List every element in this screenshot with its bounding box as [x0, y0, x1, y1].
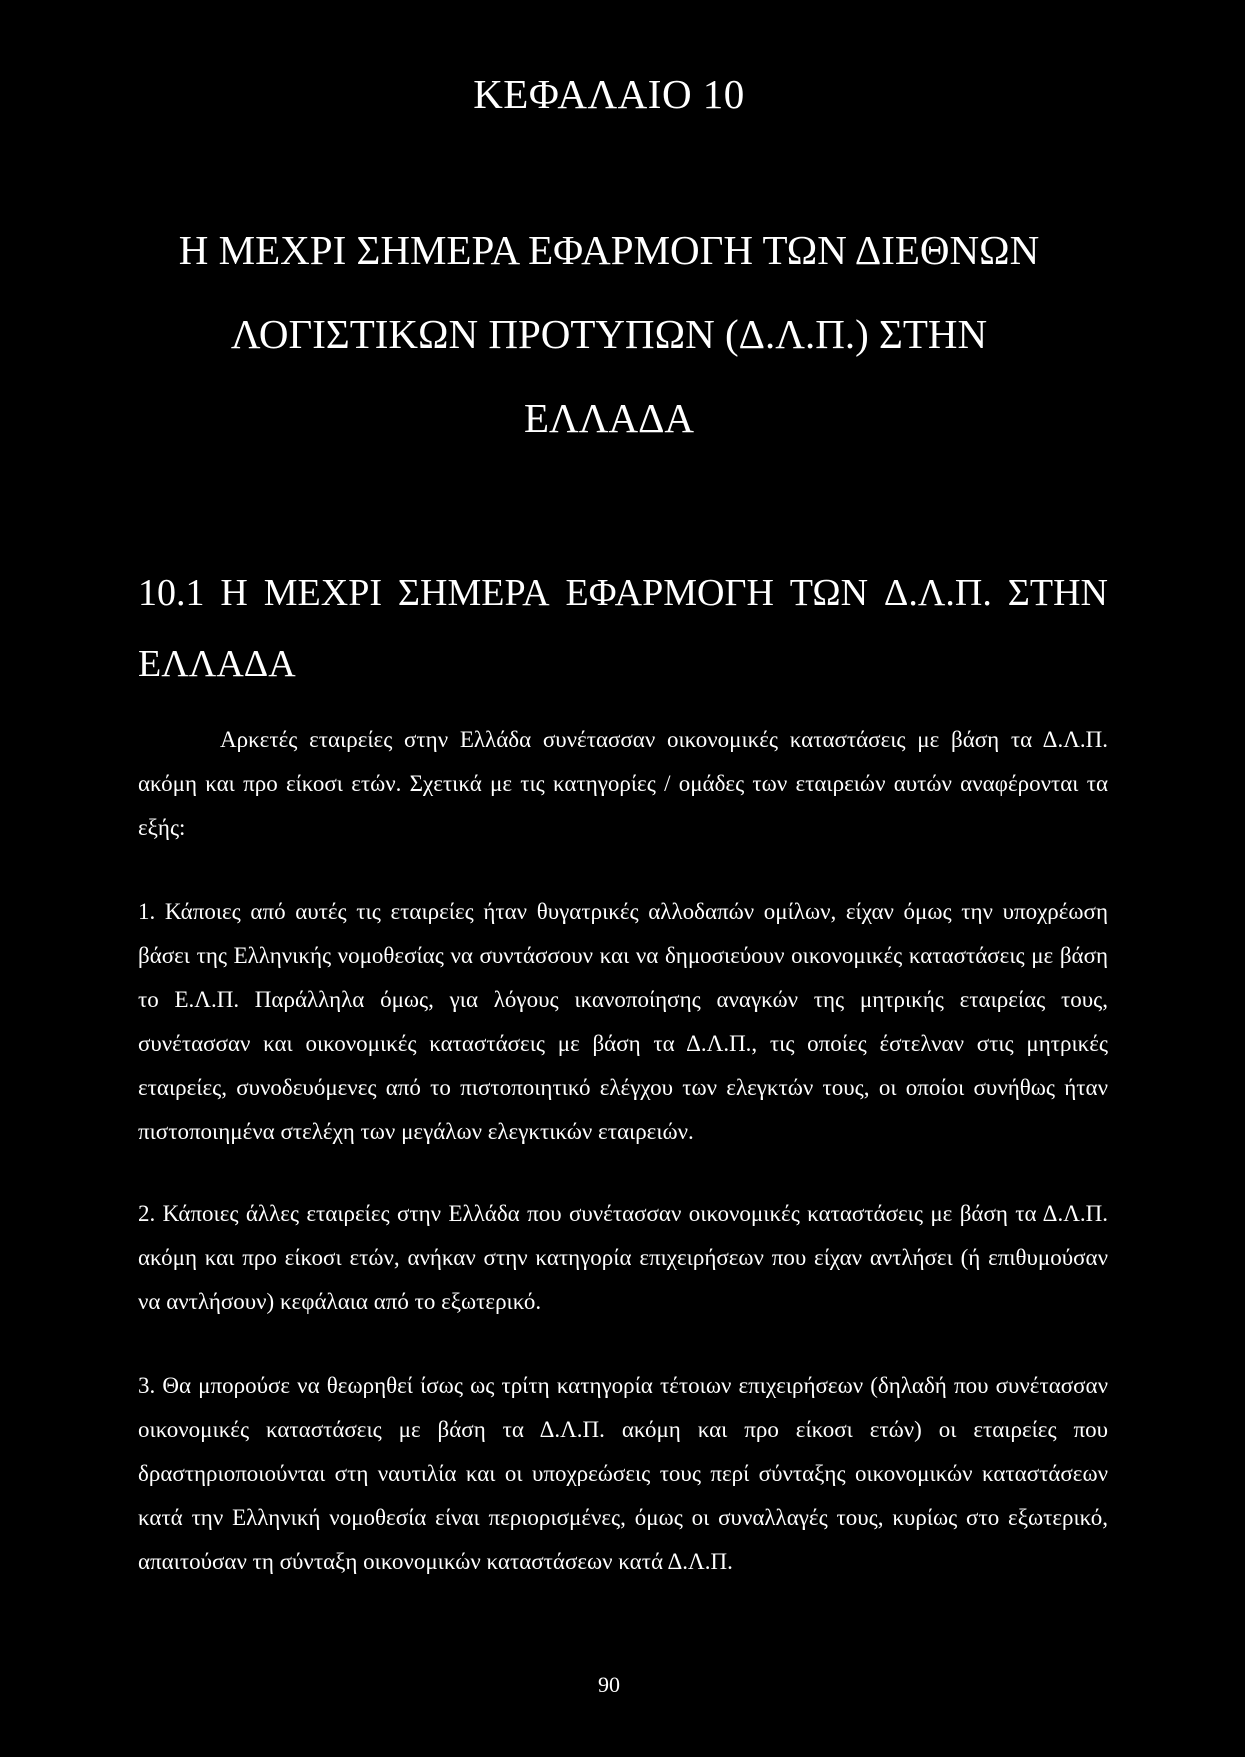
chapter-title-line: Η ΜΕΧΡΙ ΣΗΜΕΡΑ ΕΦΑΡΜΟΓΗ ΤΩΝ ΔΙΕΘΝΩΝ — [178, 227, 1040, 273]
section-heading-line: ΕΛΛΑΔΑ — [138, 643, 296, 685]
chapter-heading: ΚΕΦΑΛΑΙΟ 10 — [473, 71, 745, 117]
list-item-paragraph-1: 1. Κάποιες από αυτές τις εταιρείες ήταν θυγατρικές αλλοδαπών ομίλων, είχαν όμως την υποχρέωση βάσει της Ελληνικής νομοθεσίας να συντάσσουν και να δημοσιεύουν οικονομικές καταστάσεις με βάση το Ε.Λ.Π. Παράλληλα όμως, για λόγους ικανοποίησης αναγκών της μητρικής εταιρείας τους, συνέτασσαν και οικονομικές καταστάσεις με βάση τα Δ.Λ.Π., τις οποίες έστελναν στις μητρικές εταιρείες, συνοδευόμενες από το πιστοποιητικό ελέγχου των ελεγκτών τους, οι οποίοι συνήθως ήταν πιστοποιημένα στελέχη των μεγάλων ελεγκτικών εταιρειών. — [138, 899, 1108, 1144]
page-number: 90 — [598, 1672, 620, 1697]
section-heading-word: ΜΕΧΡΙ — [263, 572, 382, 614]
list-item-paragraph-2: 2. Κάποιες άλλες εταιρείες στην Ελλάδα που συνέτασσαν οικονομικές καταστάσεις με βάση τα Δ.Λ.Π. ακόμη και προ είκοσι ετών, ανήκαν στην κατηγορία επιχειρήσεων που είχαν αντλήσει (ή επιθυμούσαν να αντλήσουν) κεφάλαια από το εξωτερικό. — [138, 1201, 1108, 1314]
section-number: 10.1 — [138, 572, 205, 614]
section-heading-word: ΣΗΜΕΡΑ — [397, 572, 550, 614]
section-heading-word: Δ.Λ.Π. — [883, 572, 992, 614]
section-heading-word: ΤΩΝ — [789, 572, 869, 614]
section-heading-word: ΕΦΑΡΜΟΓΗ — [565, 572, 774, 614]
section-heading-line — [138, 558, 1108, 629]
section-heading-word: Η — [220, 572, 248, 614]
chapter-title-line: ΛΟΓΙΣΤΙΚΩΝ ΠΡΟΤΥΠΩΝ (Δ.Λ.Π.) ΣΤΗΝ — [230, 311, 988, 357]
intro-paragraph: Αρκετές εταιρείες στην Ελλάδα συνέτασσαν οικονομικές καταστάσεις με βάση τα Δ.Λ.Π. ακόμη και προ είκοσι ετών. Σχετικά με τις κατηγορίες / ομάδες των εταιρειών αυτών αναφέρονται τα εξής: — [138, 727, 1108, 840]
list-item-paragraph-3: 3. Θα μπορούσε να θεωρηθεί ίσως ως τρίτη κατηγορία τέτοιων επιχειρήσεων (δηλαδή που συνέτασσαν οικονομικές καταστάσεις με βάση τα Δ.Λ.Π. ακόμη και προ είκοσι ετών) οι εταιρείες που δραστηριοποιούνται στη ναυτιλία και οι υποχρεώσεις τους περί σύνταξης οικονομικών καταστάσεων κατά την Ελληνική νομοθεσία είναι περιορισμένες, όμως οι συναλλαγές τους, κυρίως στο εξωτερικό, απαιτούσαν τη σύνταξη οικονομικών καταστάσεων κατά Δ.Λ.Π. — [138, 1373, 1108, 1574]
chapter-title — [120, 208, 1098, 460]
chapter-title-line: ΕΛΛΑΔΑ — [523, 395, 695, 441]
section-heading-word: ΣΤΗΝ — [1007, 572, 1108, 614]
section-heading — [138, 558, 1108, 700]
